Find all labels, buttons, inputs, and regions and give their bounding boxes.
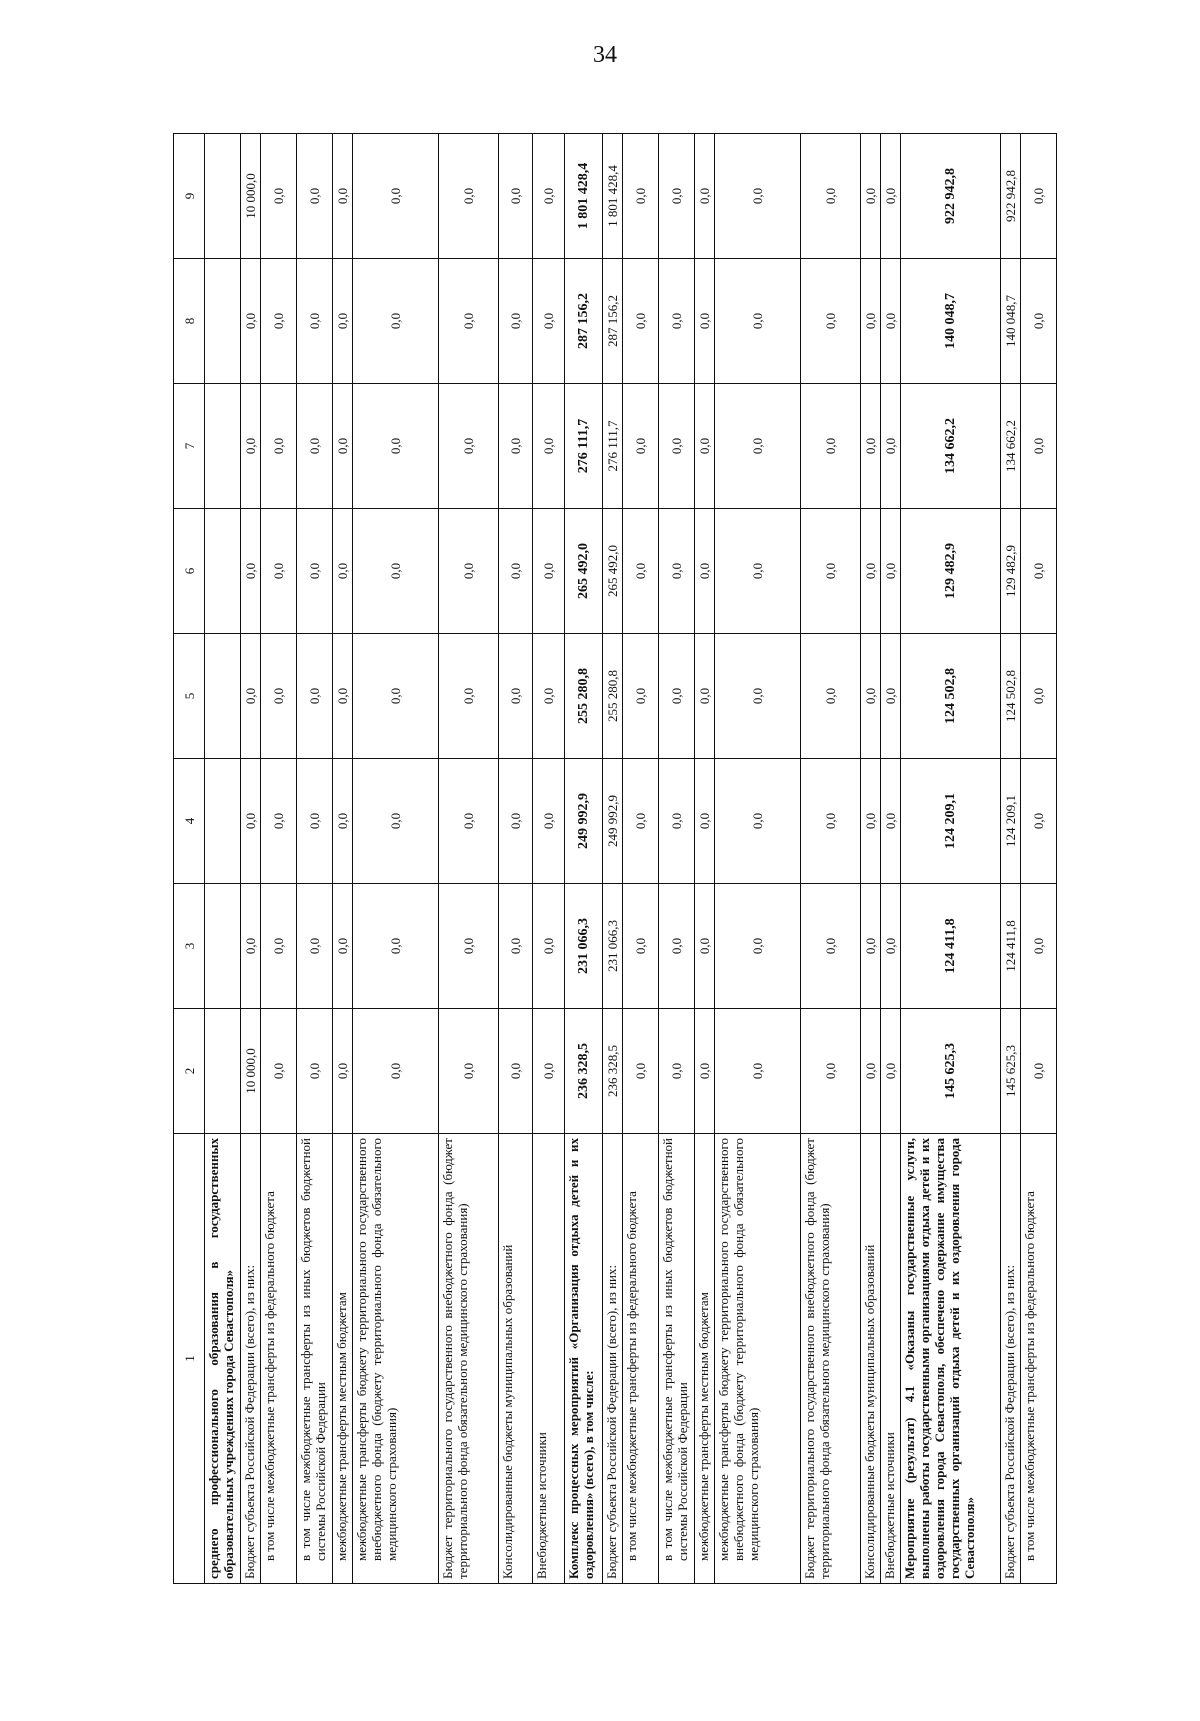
cell-value: 0,0 [499, 884, 533, 1009]
cell-value: 0,0 [297, 259, 333, 384]
row-label: в том числе межбюджетные трансферты из федерального бюджета [261, 1134, 297, 1584]
cell-value: 0,0 [1021, 634, 1057, 759]
table-row [901, 134, 1001, 1584]
cell-value: 129 482,9 [1001, 509, 1021, 634]
cell-value: 0,0 [533, 759, 565, 884]
cell-value: 0,0 [439, 509, 499, 634]
cell-value: 0,0 [881, 1009, 901, 1134]
table-row [861, 134, 881, 1584]
cell-value: 249 992,9 [565, 759, 603, 884]
row-label: среднего профессионального образования в государственных образовательных учреждениях города Севастополя» [205, 1134, 241, 1584]
cell-value: 0,0 [695, 509, 715, 634]
cell-value: 0,0 [861, 759, 881, 884]
cell-value: 236 328,5 [603, 1009, 623, 1134]
cell-value: 0,0 [499, 384, 533, 509]
cell-value [205, 634, 241, 759]
cell-value: 249 992,9 [603, 759, 623, 884]
cell-value: 0,0 [297, 509, 333, 634]
cell-value: 0,0 [533, 1009, 565, 1134]
budget-table [173, 133, 1057, 1584]
cell-value: 0,0 [695, 384, 715, 509]
cell-value: 0,0 [261, 134, 297, 259]
cell-value [205, 759, 241, 884]
table-row [353, 134, 439, 1584]
rotated-table-container [173, 134, 1143, 1584]
cell-value: 0,0 [1021, 509, 1057, 634]
cell-value: 0,0 [353, 509, 439, 634]
cell-value: 0,0 [297, 634, 333, 759]
cell-value: 0,0 [1021, 259, 1057, 384]
cell-value: 0,0 [659, 759, 695, 884]
cell-value: 0,0 [1021, 1009, 1057, 1134]
cell-value: 1 801 428,4 [603, 134, 623, 259]
row-label: в том числе межбюджетные трансферты из иных бюджетов бюджетной системы Российской Федерации [297, 1134, 333, 1584]
table-row [695, 134, 715, 1584]
table-row [623, 134, 659, 1584]
table-row [881, 134, 901, 1584]
column-header: 1 [174, 1134, 205, 1584]
cell-value: 0,0 [623, 1009, 659, 1134]
cell-value: 0,0 [715, 134, 801, 259]
cell-value: 0,0 [439, 759, 499, 884]
column-header: 8 [174, 259, 205, 384]
cell-value: 0,0 [261, 384, 297, 509]
cell-value: 140 048,7 [1001, 259, 1021, 384]
cell-value: 0,0 [261, 509, 297, 634]
cell-value: 0,0 [353, 759, 439, 884]
cell-value: 0,0 [695, 1009, 715, 1134]
cell-value: 0,0 [533, 259, 565, 384]
cell-value: 0,0 [333, 384, 353, 509]
table-row [205, 134, 241, 1584]
cell-value: 276 111,7 [603, 384, 623, 509]
cell-value: 0,0 [297, 1009, 333, 1134]
cell-value [205, 134, 241, 259]
cell-value: 0,0 [623, 259, 659, 384]
cell-value: 0,0 [261, 884, 297, 1009]
cell-value: 0,0 [1021, 134, 1057, 259]
cell-value: 0,0 [1021, 759, 1057, 884]
cell-value: 0,0 [241, 884, 261, 1009]
cell-value: 124 411,8 [1001, 884, 1021, 1009]
row-label: Внебюджетные источники [533, 1134, 565, 1584]
cell-value: 0,0 [659, 634, 695, 759]
cell-value: 0,0 [623, 884, 659, 1009]
cell-value: 0,0 [439, 634, 499, 759]
cell-value [205, 509, 241, 634]
cell-value: 0,0 [715, 759, 801, 884]
cell-value: 236 328,5 [565, 1009, 603, 1134]
cell-value: 255 280,8 [565, 634, 603, 759]
cell-value: 124 209,1 [901, 759, 1001, 884]
cell-value: 0,0 [297, 384, 333, 509]
cell-value: 0,0 [801, 1009, 861, 1134]
cell-value: 0,0 [801, 134, 861, 259]
cell-value: 0,0 [439, 1009, 499, 1134]
column-header: 2 [174, 1009, 205, 1134]
cell-value: 0,0 [715, 634, 801, 759]
cell-value: 287 156,2 [565, 259, 603, 384]
table-row [659, 134, 695, 1584]
cell-value: 0,0 [659, 384, 695, 509]
cell-value: 0,0 [297, 134, 333, 259]
cell-value: 1 801 428,4 [565, 134, 603, 259]
cell-value: 0,0 [801, 259, 861, 384]
row-label: Бюджет территориального государственного внебюджетного фонда (бюджет территориального фонда обязательного медицинского страхования) [439, 1134, 499, 1584]
cell-value: 0,0 [499, 509, 533, 634]
cell-value: 0,0 [881, 259, 901, 384]
cell-value: 0,0 [715, 259, 801, 384]
cell-value: 0,0 [241, 259, 261, 384]
cell-value: 0,0 [801, 884, 861, 1009]
cell-value: 0,0 [333, 1009, 353, 1134]
cell-value: 124 502,8 [1001, 634, 1021, 759]
cell-value: 231 066,3 [603, 884, 623, 1009]
cell-value: 0,0 [861, 634, 881, 759]
row-label: Консолидированные бюджеты муниципальных образований [861, 1134, 881, 1584]
cell-value: 0,0 [861, 259, 881, 384]
cell-value: 0,0 [333, 759, 353, 884]
cell-value: 0,0 [881, 759, 901, 884]
row-label: межбюджетные трансферты бюджету территориального государственного внебюджетного фонда (бюджету территориального фонда обязательного медицинского страхования) [353, 1134, 439, 1584]
cell-value: 0,0 [659, 509, 695, 634]
cell-value: 0,0 [333, 634, 353, 759]
table-row [533, 134, 565, 1584]
cell-value: 0,0 [801, 509, 861, 634]
cell-value: 124 502,8 [901, 634, 1001, 759]
cell-value [205, 384, 241, 509]
cell-value: 0,0 [261, 634, 297, 759]
cell-value: 0,0 [333, 259, 353, 384]
row-label: Мероприятие (результат) 4.1 «Оказаны государственные услуги, выполнены работы государственными организациями отдыха детей и их оздоровления города Севастополя, обеспечено содержание имущества государственных организаций отдыха детей и их оздоровления города Севастополя» [901, 1134, 1001, 1584]
table-row [565, 134, 603, 1584]
table-row [261, 134, 297, 1584]
cell-value: 0,0 [881, 509, 901, 634]
cell-value: 0,0 [715, 884, 801, 1009]
cell-value: 0,0 [861, 134, 881, 259]
cell-value: 0,0 [261, 759, 297, 884]
cell-value: 0,0 [297, 759, 333, 884]
table-row [603, 134, 623, 1584]
cell-value: 0,0 [623, 509, 659, 634]
cell-value [205, 1009, 241, 1134]
column-header: 3 [174, 884, 205, 1009]
cell-value: 0,0 [353, 384, 439, 509]
cell-value: 129 482,9 [901, 509, 1001, 634]
cell-value: 0,0 [659, 259, 695, 384]
cell-value: 0,0 [695, 634, 715, 759]
cell-value: 0,0 [439, 384, 499, 509]
row-label: Внебюджетные источники [881, 1134, 901, 1584]
cell-value: 124 411,8 [901, 884, 1001, 1009]
cell-value: 134 662,2 [901, 384, 1001, 509]
row-label: Консолидированные бюджеты муниципальных образований [499, 1134, 533, 1584]
cell-value: 0,0 [861, 1009, 881, 1134]
cell-value: 0,0 [659, 884, 695, 1009]
cell-value: 0,0 [861, 509, 881, 634]
cell-value: 0,0 [715, 1009, 801, 1134]
cell-value: 0,0 [333, 509, 353, 634]
table-row [241, 134, 261, 1584]
row-label: в том числе межбюджетные трансферты из федерального бюджета [1021, 1134, 1057, 1584]
column-header: 9 [174, 134, 205, 259]
cell-value: 0,0 [499, 634, 533, 759]
table-row [333, 134, 353, 1584]
cell-value: 0,0 [353, 884, 439, 1009]
cell-value: 0,0 [241, 509, 261, 634]
cell-value: 255 280,8 [603, 634, 623, 759]
cell-value: 0,0 [241, 759, 261, 884]
cell-value: 0,0 [261, 1009, 297, 1134]
cell-value: 0,0 [533, 634, 565, 759]
cell-value: 0,0 [715, 384, 801, 509]
table-row [801, 134, 861, 1584]
table-row [499, 134, 533, 1584]
page-number: 34 [593, 42, 617, 68]
cell-value: 0,0 [861, 384, 881, 509]
cell-value: 0,0 [439, 884, 499, 1009]
cell-value: 124 209,1 [1001, 759, 1021, 884]
cell-value: 0,0 [881, 634, 901, 759]
cell-value: 0,0 [439, 134, 499, 259]
cell-value: 0,0 [353, 1009, 439, 1134]
cell-value: 0,0 [1021, 384, 1057, 509]
cell-value: 0,0 [695, 134, 715, 259]
cell-value: 0,0 [533, 884, 565, 1009]
table-row [715, 134, 801, 1584]
cell-value: 287 156,2 [603, 259, 623, 384]
cell-value: 0,0 [881, 134, 901, 259]
cell-value: 0,0 [533, 509, 565, 634]
column-header: 7 [174, 384, 205, 509]
cell-value: 0,0 [261, 259, 297, 384]
cell-value: 0,0 [1021, 884, 1057, 1009]
row-label: межбюджетные трансферты местным бюджетам [695, 1134, 715, 1584]
column-header: 6 [174, 509, 205, 634]
row-label: Бюджет субъекта Российской Федерации (всего), из них: [1001, 1134, 1021, 1584]
row-label: Бюджет субъекта Российской Федерации (всего), из них: [241, 1134, 261, 1584]
cell-value: 0,0 [623, 384, 659, 509]
column-header: 5 [174, 634, 205, 759]
cell-value: 145 625,3 [1001, 1009, 1021, 1134]
cell-value: 0,0 [623, 634, 659, 759]
cell-value: 0,0 [695, 259, 715, 384]
cell-value: 0,0 [533, 384, 565, 509]
table-row [1021, 134, 1057, 1584]
row-label: межбюджетные трансферты местным бюджетам [333, 1134, 353, 1584]
cell-value: 231 066,3 [565, 884, 603, 1009]
cell-value: 0,0 [333, 134, 353, 259]
row-label: Бюджет территориального государственного внебюджетного фонда (бюджет территориального фонда обязательного медицинского страхования) [801, 1134, 861, 1584]
cell-value: 0,0 [659, 134, 695, 259]
cell-value: 0,0 [881, 884, 901, 1009]
cell-value: 922 942,8 [901, 134, 1001, 259]
cell-value: 0,0 [623, 759, 659, 884]
table-row [439, 134, 499, 1584]
cell-value: 276 111,7 [565, 384, 603, 509]
cell-value [205, 259, 241, 384]
cell-value: 0,0 [801, 384, 861, 509]
cell-value: 0,0 [499, 759, 533, 884]
row-label: в том числе межбюджетные трансферты из иных бюджетов бюджетной системы Российской Федерации [659, 1134, 695, 1584]
cell-value: 140 048,7 [901, 259, 1001, 384]
row-label: Бюджет субъекта Российской Федерации (всего), из них: [603, 1134, 623, 1584]
cell-value: 0,0 [353, 259, 439, 384]
cell-value: 0,0 [241, 634, 261, 759]
row-label: в том числе межбюджетные трансферты из федерального бюджета [623, 1134, 659, 1584]
cell-value: 0,0 [333, 884, 353, 1009]
column-header: 4 [174, 759, 205, 884]
row-label: Комплекс процессных мероприятий «Организация отдыха детей и их оздоровления» (всего), в том числе: [565, 1134, 603, 1584]
cell-value: 0,0 [353, 134, 439, 259]
cell-value: 265 492,0 [565, 509, 603, 634]
cell-value: 265 492,0 [603, 509, 623, 634]
table-row [1001, 134, 1021, 1584]
header-row [174, 134, 205, 1584]
cell-value: 0,0 [801, 759, 861, 884]
cell-value [205, 884, 241, 1009]
cell-value: 0,0 [881, 384, 901, 509]
row-label: межбюджетные трансферты бюджету территориального государственного внебюджетного фонда (бюджету территориального фонда обязательного медицинского страхования) [715, 1134, 801, 1584]
cell-value: 10 000,0 [241, 134, 261, 259]
cell-value: 145 625,3 [901, 1009, 1001, 1134]
table-body [205, 134, 1057, 1584]
cell-value: 0,0 [861, 884, 881, 1009]
cell-value: 0,0 [659, 1009, 695, 1134]
table-row [297, 134, 333, 1584]
cell-value: 0,0 [353, 634, 439, 759]
cell-value: 0,0 [715, 509, 801, 634]
cell-value: 0,0 [439, 259, 499, 384]
cell-value: 922 942,8 [1001, 134, 1021, 259]
cell-value: 0,0 [499, 1009, 533, 1134]
cell-value: 0,0 [499, 134, 533, 259]
cell-value: 0,0 [499, 259, 533, 384]
cell-value: 0,0 [241, 384, 261, 509]
cell-value: 0,0 [533, 134, 565, 259]
cell-value: 0,0 [801, 634, 861, 759]
cell-value: 134 662,2 [1001, 384, 1021, 509]
cell-value: 10 000,0 [241, 1009, 261, 1134]
cell-value: 0,0 [695, 759, 715, 884]
cell-value: 0,0 [297, 884, 333, 1009]
cell-value: 0,0 [623, 134, 659, 259]
cell-value: 0,0 [695, 884, 715, 1009]
